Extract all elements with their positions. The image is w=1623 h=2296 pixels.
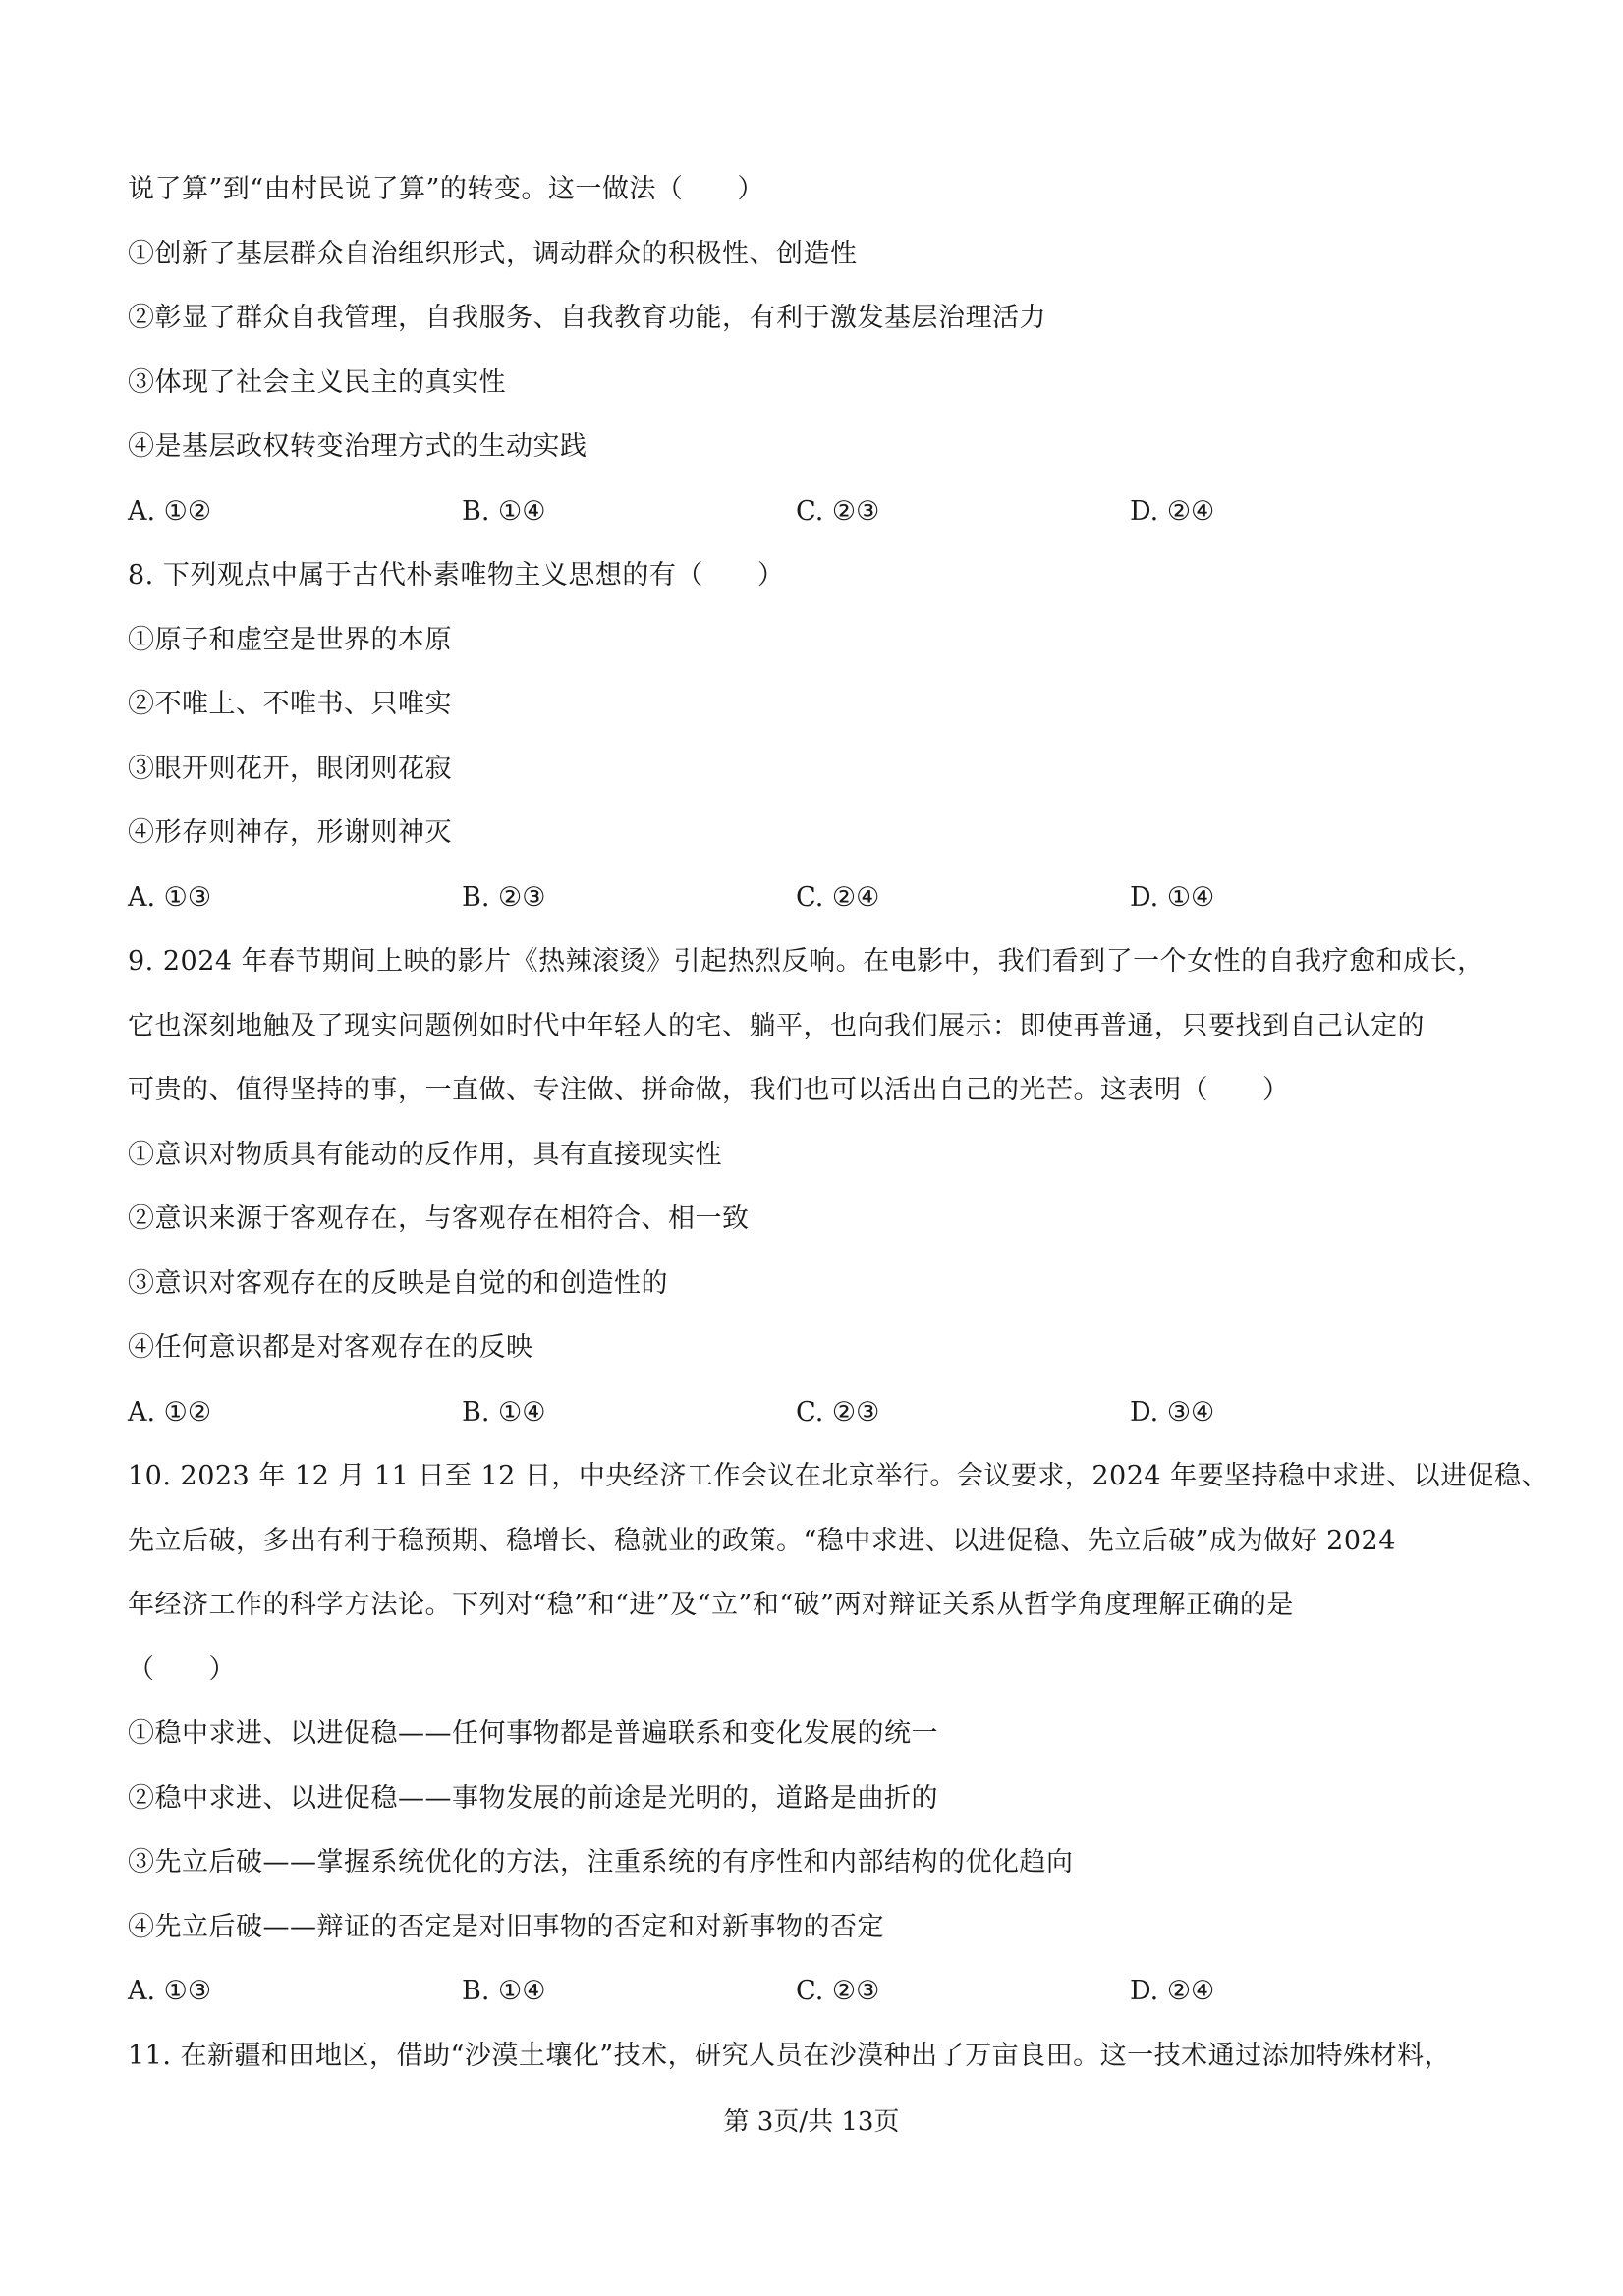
page-footer: 第 3页/共 13页 [723,2107,900,2137]
q10-stem-line-1: 10. 2023 年 12 月 11 日至 12 日，中央经济工作会议在北京举行。会议要求，2024 年要坚持稳中求进、以进促稳、 [128,1461,1549,1491]
q10-option-d: D. ②④ [1130,1976,1215,2006]
q7-option-a: A. ①② [128,495,212,527]
q7-item-4: ④是基层政权转变治理方式的生动实践 [128,431,588,462]
q8-item-4: ④形存则神存，形谢则神灭 [128,817,452,848]
q8-item-2: ②不唯上、不唯书、只唯实 [128,689,452,719]
q10-option-c: C. ②③ [796,1976,880,2006]
q10-option-b: B. ①④ [462,1976,546,2006]
q9-item-3: ③意识对客观存在的反映是自觉的和创造性的 [128,1267,668,1299]
q9-item-1: ①意识对物质具有能动的反作用，具有直接现实性 [128,1139,722,1170]
q9-option-b: B. ①④ [462,1396,546,1428]
q8-option-b: B. ②③ [462,881,546,913]
q10-item-2: ②稳中求进、以进促稳——事物发展的前途是光明的，道路是曲折的 [128,1782,938,1814]
q10-stem-line-3: 年经济工作的科学方法论。下列对“稳”和“进”及“立”和“破”两对辩证关系从哲学角度理解正确的是 [128,1590,1294,1620]
q9-item-4: ④任何意识都是对客观存在的反映 [128,1332,533,1363]
q10-item-1: ①稳中求进、以进促稳——任何事物都是普遍联系和变化发展的统一 [128,1718,938,1749]
q8-option-c: C. ②④ [796,881,880,913]
q8-option-d: D. ①④ [1130,881,1215,913]
q7-option-b: B. ①④ [462,495,546,527]
q9-options [128,1380,1513,1445]
q7-option-d: D. ②④ [1130,495,1215,527]
q8-item-3: ③眼开则花开，眼闭则花寂 [128,753,452,784]
q10-stem-line-2: 先立后破，多出有利于稳预期、稳增长、稳就业的政策。“稳中求进、以进促稳、先立后破”成为做好 2024 [128,1525,1396,1556]
q10-item-4: ④先立后破——辩证的否定是对旧事物的否定和对新事物的否定 [128,1911,884,1942]
q9-stem-line-3: 可贵的、值得坚持的事，一直做、专注做、拼命做，我们也可以活出自己的光芒。这表明（ ） [128,1075,1290,1105]
q7-option-c: C. ②③ [796,495,880,527]
q10-options [128,1959,1513,2024]
q8-item-1: ①原子和虚空是世界的本原 [128,624,452,655]
q11-stem: 11. 在新疆和田地区，借助“沙漠土壤化”技术，研究人员在沙漠种出了万亩良田。这一技术通过添加特殊材料， [128,2040,1452,2071]
q7-options [128,479,1513,544]
q10-stem-line-4: （ ） [128,1653,236,1685]
q9-item-2: ②意识来源于客观存在，与客观存在相符合、相一致 [128,1204,750,1234]
q9-stem-line-1: 9. 2024 年春节期间上映的影片《热辣滚烫》引起热烈反响。在电影中，我们看到了一个女性的自我疗愈和成长， [128,946,1484,977]
q8-options [128,866,1513,930]
q7-item-1: ①创新了基层群众自治组织形式，调动群众的积极性、创造性 [128,238,858,269]
q8-stem: 8. 下列观点中属于古代朴素唯物主义思想的有（ ） [128,560,785,590]
q7-item-2: ②彰显了群众自我管理，自我服务、自我教育功能，有利于激发基层治理活力 [128,303,1046,333]
q10-option-a: A. ①③ [128,1976,212,2006]
q7-stem-tail: 说了算”到“由村民说了算”的转变。这一做法（ ） [128,174,764,204]
q9-option-d: D. ③④ [1130,1396,1215,1428]
q10-item-3: ③先立后破——掌握系统优化的方法，注重系统的有序性和内部结构的优化趋向 [128,1847,1074,1877]
q9-option-a: A. ①② [128,1396,212,1428]
q9-stem-line-2: 它也深刻地触及了现实问题例如时代中年轻人的宅、躺平，也向我们展示：即使再普通，只要找到自己认定的 [128,1010,1425,1041]
q7-item-3: ③体现了社会主义民主的真实性 [128,366,506,398]
q8-option-a: A. ①③ [128,881,212,913]
q9-option-c: C. ②③ [796,1396,880,1428]
exam-page-content [128,157,1549,2088]
